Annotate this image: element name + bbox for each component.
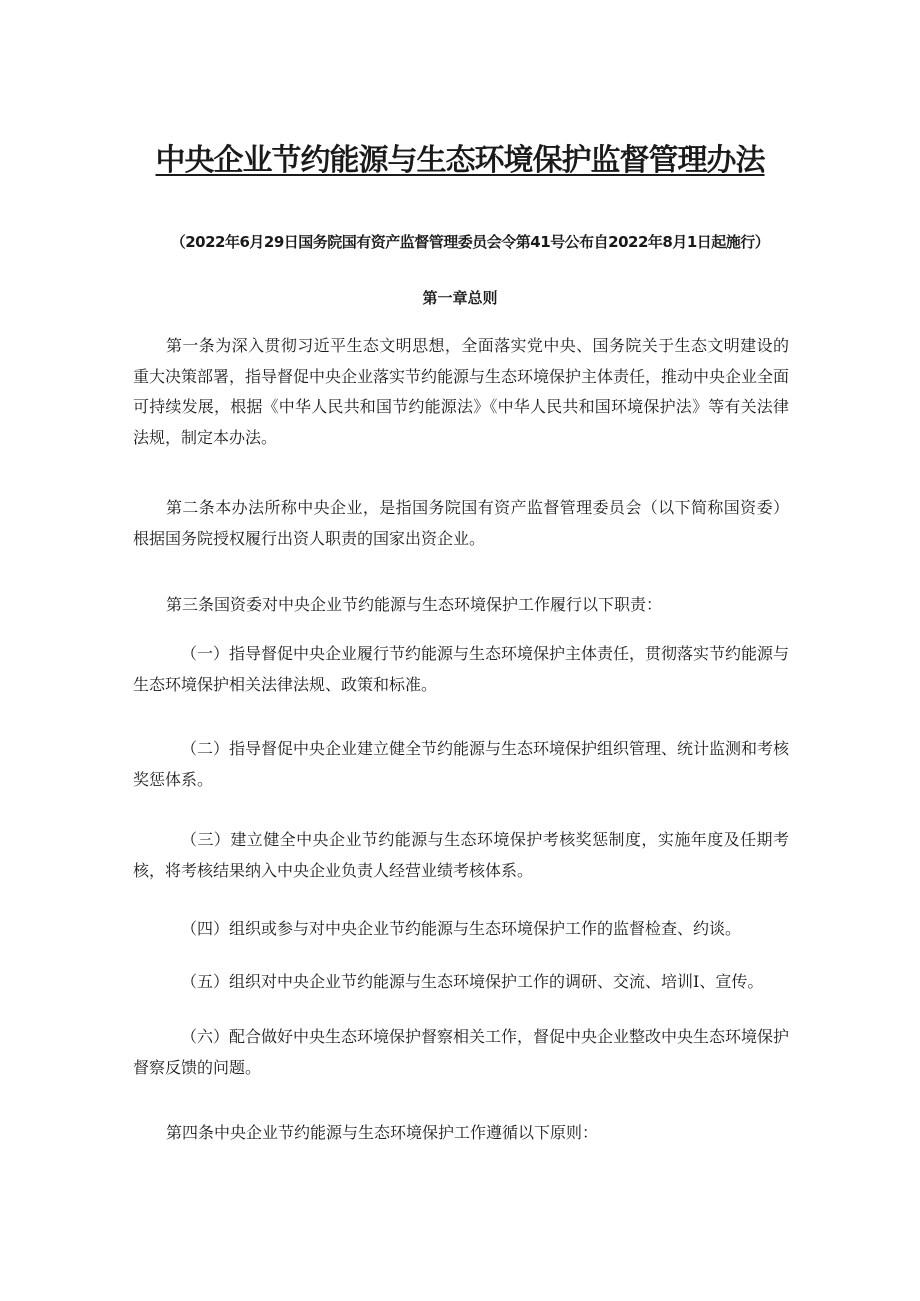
document-title bbox=[0, 141, 920, 181]
article-3-item-6: （六）配合做好中央生态环境保护督察相关工作，督促中央企业整改中央生态环境保护督察反馈的问题。 bbox=[133, 1027, 790, 1077]
article-3-item-2: （二）指导督促中央企业建立健全节约能源与生态环境保护组织管理、统计监测和考核奖惩体系。 bbox=[133, 739, 790, 789]
article-2-paragraph: 第二条本办法所称中央企业，是指国务院国有资产监督管理委员会（以下简称国资委）根据国务院授权履行出资人职责的国家出资企业。 bbox=[133, 498, 789, 548]
article-3-item-1: （一）指导督促中央企业履行节约能源与生态环境保护主体责任，贯彻落实节约能源与生态环境保护相关法律法规、政策和标准。 bbox=[133, 644, 790, 694]
chapter-heading: 第一章总则 bbox=[422, 289, 498, 307]
document-subtitle: （2022年6月29日国务院国有资产监督管理委员会令第41号公布自2022年8月1日起施行） bbox=[170, 233, 770, 251]
article-3-item-5: （五）组织对中央企业节约能源与生态环境保护工作的调研、交流、培训I、宣传。 bbox=[181, 972, 764, 991]
article-1-paragraph: 第一条为深入贯彻习近平生态文明思想，全面落实党中央、国务院关于生态文明建设的重大决策部署，指导督促中央企业落实节约能源与生态环境保护主体责任，推动中央企业全面可持续发展，根据《中华人民共和国节约能源法》《中华人民共和国环境保护法》等有关法律法规，制定本办法。 bbox=[133, 336, 790, 447]
article-3-paragraph: 第三条国资委对中央企业节约能源与生态环境保护工作履行以下职责： bbox=[166, 595, 663, 614]
article-3-item-3: （三）建立健全中央企业节约能源与生态环境保护考核奖惩制度，实施年度及任期考核，将考核结果纳入中央企业负责人经营业绩考核体系。 bbox=[133, 830, 789, 880]
article-3-item-4: （四）组织或参与对中央企业节约能源与生态环境保护工作的监督检查、约谈。 bbox=[181, 919, 742, 938]
document-title-text: 中央企业节约能源与生态环境保护监督管理办法 bbox=[155, 143, 765, 178]
article-4-paragraph: 第四条中央企业节约能源与生态环境保护工作遵循以下原则： bbox=[166, 1123, 599, 1142]
